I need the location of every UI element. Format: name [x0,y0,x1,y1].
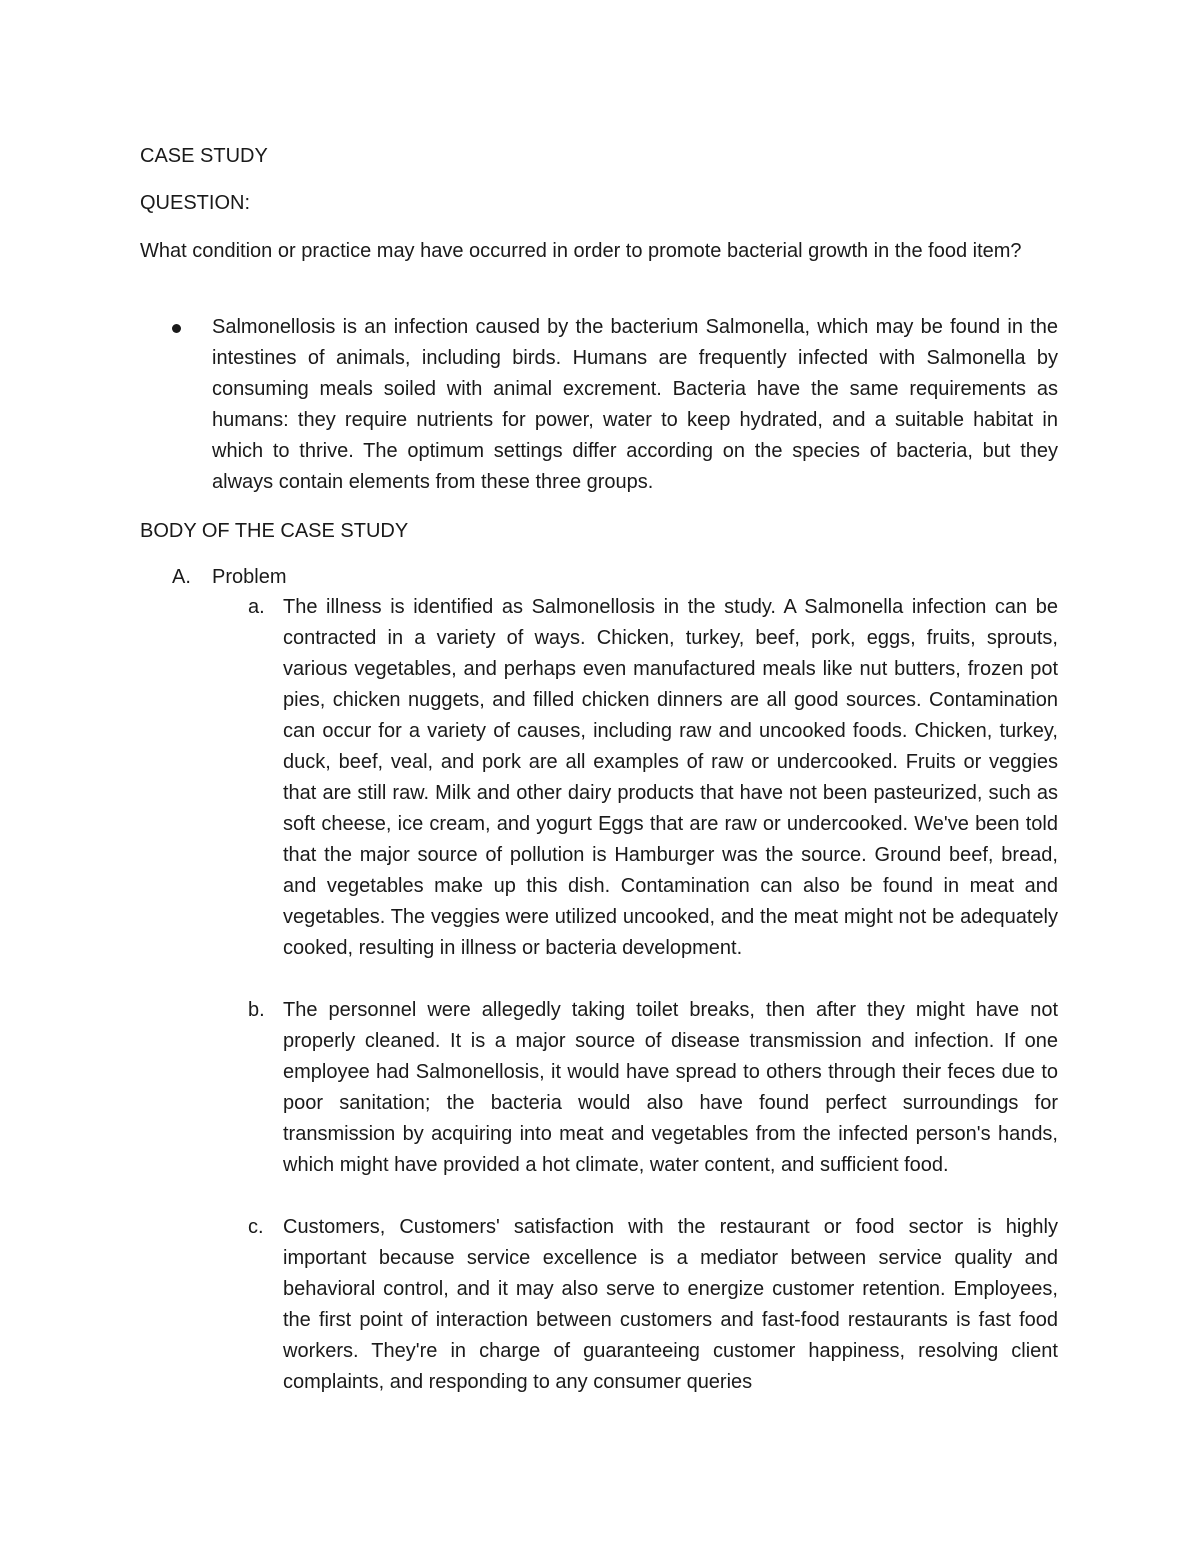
question-text: What condition or practice may have occurred in order to promote bacterial growth in the food item? [140,240,1022,262]
list-item-text: The illness is identified as Salmonellosis in the study. A Salmonella infection can be contracted in a variety of ways. Chicken, turkey, beef, pork, eggs, fruits, sprouts, various vegetables, and perhaps even manufactured meals like nut butters, frozen pot pies, chicken nuggets, and filled chicken dinners are all good sources. Contamination can occur for a variety of causes, including raw and uncooked foods. Chicken, turkey, duck, beef, veal, and pork are all examples of raw or undercooked. Fruits or veggies that are still raw. Milk and other dairy products that have not been pasteurized, such as soft cheese, ice cream, and yogurt Eggs that are raw or undercooked. We've been told that the major source of pollution is Hamburger was the source. Ground beef, bread, and vegetables make up this dish. Contamination can also be found in meat and vegetables. The veggies were utilized uncooked, and the meat might not be adequately cooked, resulting in illness or bacteria development. [283,596,1058,959]
section-a-title: Problem [212,566,287,588]
list-item-marker: a. [248,596,265,618]
list-item-marker: b. [248,999,265,1021]
section-a-marker: A. [172,566,191,588]
bullet-icon [172,324,181,333]
list-item-text: Customers, Customers' satisfaction with the restaurant or food sector is highly important because service excellence is a mediator between service quality and behavioral control, and it may also serve to energize customer retention. Employees, the first point of interaction between customers and fast-food restaurants is fast food workers. They're in charge of guaranteeing customer happiness, resolving client complaints, and responding to any consumer queries [283,1216,1058,1393]
list-item-text: The personnel were allegedly taking toilet breaks, then after they might have not properly cleaned. It is a major source of disease transmission and infection. If one employee had Salmonellosis, it would have spread to others through their feces due to poor sanitation; the bacteria would also have found perfect surroundings for transmission by acquiring into meat and vegetables from the infected person's hands, which might have provided a hot climate, water content, and sufficient food. [283,999,1058,1176]
document-title: CASE STUDY [140,145,268,167]
list-item-marker: c. [248,1216,264,1238]
answer-bullet-text: Salmonellosis is an infection caused by the bacterium Salmonella, which may be found in the intestines of animals, including birds. Humans are frequently infected with Salmonella by consuming meals soiled with animal excrement. Bacteria have the same requirements as humans: they require nutrients for power, water to keep hydrated, and a suitable habitat in which to thrive. The optimum settings differ according on the species of bacteria, but they always contain elements from these three groups. [212,316,1058,493]
question-label: QUESTION: [140,192,251,214]
body-heading: BODY OF THE CASE STUDY [140,520,409,542]
